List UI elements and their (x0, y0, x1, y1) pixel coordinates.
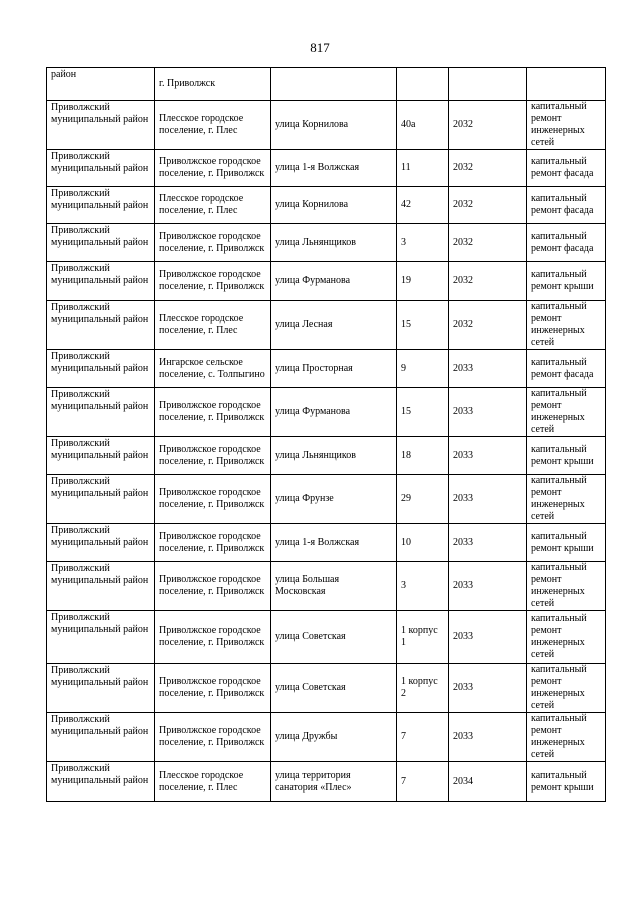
settlement-cell: Приволжское городское поселение, г. Приволжск (155, 388, 271, 437)
table-body (47, 68, 606, 802)
street-cell: улица Льнянщиков (271, 437, 397, 475)
table-row (47, 611, 606, 664)
house-number-cell: 11 (397, 150, 449, 187)
work-type-cell: капитальный ремонт инженерных сетей (527, 713, 606, 762)
work-type-cell: капитальный ремонт крыши (527, 437, 606, 475)
house-number-cell: 18 (397, 437, 449, 475)
table-row (47, 475, 606, 524)
year-cell (449, 68, 527, 101)
year-cell: 2034 (449, 762, 527, 802)
house-number-cell: 3 (397, 224, 449, 262)
house-number-cell: 19 (397, 262, 449, 301)
district-cell: Приволжский муниципальный район (47, 762, 155, 802)
house-number-cell (397, 68, 449, 101)
work-type-cell: капитальный ремонт фасада (527, 150, 606, 187)
district-cell: Приволжский муниципальный район (47, 262, 155, 301)
work-type-cell: капитальный ремонт крыши (527, 762, 606, 802)
district-cell: Приволжский муниципальный район (47, 301, 155, 350)
street-cell: улица Дружбы (271, 713, 397, 762)
house-number-cell: 10 (397, 524, 449, 562)
year-cell: 2033 (449, 562, 527, 611)
house-number-cell: 7 (397, 762, 449, 802)
street-cell: улица Лесная (271, 301, 397, 350)
year-cell: 2033 (449, 437, 527, 475)
street-cell: улица Корнилова (271, 101, 397, 150)
year-cell: 2033 (449, 388, 527, 437)
work-type-cell: капитальный ремонт фасада (527, 187, 606, 224)
settlement-cell: Плесское городское поселение, г. Плес (155, 101, 271, 150)
settlement-cell: Приволжское городское поселение, г. Приволжск (155, 262, 271, 301)
work-type-cell: капитальный ремонт фасада (527, 350, 606, 388)
table-row (47, 713, 606, 762)
year-cell: 2032 (449, 262, 527, 301)
street-cell: улица Фрунзе (271, 475, 397, 524)
settlement-cell: Приволжское городское поселение, г. Приволжск (155, 524, 271, 562)
settlement-cell: Приволжское городское поселение, г. Приволжск (155, 713, 271, 762)
settlement-cell: Плесское городское поселение, г. Плес (155, 187, 271, 224)
work-type-cell: капитальный ремонт инженерных сетей (527, 101, 606, 150)
settlement-cell: Плесское городское поселение, г. Плес (155, 762, 271, 802)
settlement-cell: Ингарское сельское поселение, с. Толпыгино (155, 350, 271, 388)
street-cell: улица Фурманова (271, 262, 397, 301)
year-cell: 2033 (449, 350, 527, 388)
house-number-cell: 15 (397, 388, 449, 437)
street-cell: улица территория санатория «Плес» (271, 762, 397, 802)
repair-schedule-table (46, 67, 606, 802)
year-cell: 2033 (449, 713, 527, 762)
table-row (47, 224, 606, 262)
house-number-cell: 7 (397, 713, 449, 762)
table-row (47, 101, 606, 150)
table-row (47, 150, 606, 187)
district-cell: Приволжский муниципальный район (47, 437, 155, 475)
table-row (47, 437, 606, 475)
house-number-cell: 15 (397, 301, 449, 350)
year-cell: 2032 (449, 101, 527, 150)
settlement-cell: Приволжское городское поселение, г. Приволжск (155, 562, 271, 611)
district-cell: Приволжский муниципальный район (47, 664, 155, 713)
street-cell: улица Советская (271, 664, 397, 713)
street-cell: улица Льнянщиков (271, 224, 397, 262)
district-cell: Приволжский муниципальный район (47, 224, 155, 262)
year-cell: 2032 (449, 224, 527, 262)
house-number-cell: 9 (397, 350, 449, 388)
table-row (47, 762, 606, 802)
work-type-cell: капитальный ремонт инженерных сетей (527, 475, 606, 524)
house-number-cell: 42 (397, 187, 449, 224)
district-cell: Приволжский муниципальный район (47, 475, 155, 524)
work-type-cell: капитальный ремонт крыши (527, 262, 606, 301)
house-number-cell: 40а (397, 101, 449, 150)
table-row (47, 524, 606, 562)
table-row (47, 187, 606, 224)
table-row (47, 68, 606, 101)
settlement-cell: Плесское городское поселение, г. Плес (155, 301, 271, 350)
street-cell: улица 1-я Волжская (271, 150, 397, 187)
settlement-cell: Приволжское городское поселение, г. Приволжск (155, 475, 271, 524)
table-row (47, 350, 606, 388)
work-type-cell: капитальный ремонт инженерных сетей (527, 388, 606, 437)
district-cell: Приволжский муниципальный район (47, 388, 155, 437)
year-cell: 2032 (449, 187, 527, 224)
district-cell: Приволжский муниципальный район (47, 101, 155, 150)
year-cell: 2032 (449, 301, 527, 350)
page-number: 817 (310, 40, 330, 55)
work-type-cell: капитальный ремонт инженерных сетей (527, 664, 606, 713)
street-cell (271, 68, 397, 101)
settlement-cell: Приволжское городское поселение, г. Приволжск (155, 611, 271, 664)
settlement-cell: Приволжское городское поселение, г. Приволжск (155, 150, 271, 187)
table-row (47, 562, 606, 611)
work-type-cell (527, 68, 606, 101)
work-type-cell: капитальный ремонт крыши (527, 524, 606, 562)
year-cell: 2033 (449, 475, 527, 524)
table-row (47, 262, 606, 301)
street-cell: улица 1-я Волжская (271, 524, 397, 562)
district-cell: Приволжский муниципальный район (47, 150, 155, 187)
house-number-cell: 3 (397, 562, 449, 611)
year-cell: 2033 (449, 611, 527, 664)
district-cell: Приволжский муниципальный район (47, 524, 155, 562)
table-row (47, 388, 606, 437)
district-cell: Приволжский муниципальный район (47, 562, 155, 611)
table-row (47, 301, 606, 350)
district-cell: Приволжский муниципальный район (47, 611, 155, 664)
work-type-cell: капитальный ремонт инженерных сетей (527, 562, 606, 611)
year-cell: 2033 (449, 664, 527, 713)
settlement-cell: Приволжское городское поселение, г. Приволжск (155, 224, 271, 262)
street-cell: улица Большая Московская (271, 562, 397, 611)
street-cell: улица Фурманова (271, 388, 397, 437)
street-cell: улица Советская (271, 611, 397, 664)
settlement-cell: г. Приволжск (155, 68, 271, 101)
settlement-cell: Приволжское городское поселение, г. Приволжск (155, 437, 271, 475)
house-number-cell: 1 корпус 2 (397, 664, 449, 713)
house-number-cell: 1 корпус 1 (397, 611, 449, 664)
table-row (47, 664, 606, 713)
house-number-cell: 29 (397, 475, 449, 524)
year-cell: 2032 (449, 150, 527, 187)
work-type-cell: капитальный ремонт фасада (527, 224, 606, 262)
settlement-cell: Приволжское городское поселение, г. Приволжск (155, 664, 271, 713)
year-cell: 2033 (449, 524, 527, 562)
district-cell: Приволжский муниципальный район (47, 713, 155, 762)
district-cell: район (47, 68, 155, 101)
street-cell: улица Просторная (271, 350, 397, 388)
district-cell: Приволжский муниципальный район (47, 350, 155, 388)
district-cell: Приволжский муниципальный район (47, 187, 155, 224)
work-type-cell: капитальный ремонт инженерных сетей (527, 301, 606, 350)
work-type-cell: капитальный ремонт инженерных сетей (527, 611, 606, 664)
street-cell: улица Корнилова (271, 187, 397, 224)
